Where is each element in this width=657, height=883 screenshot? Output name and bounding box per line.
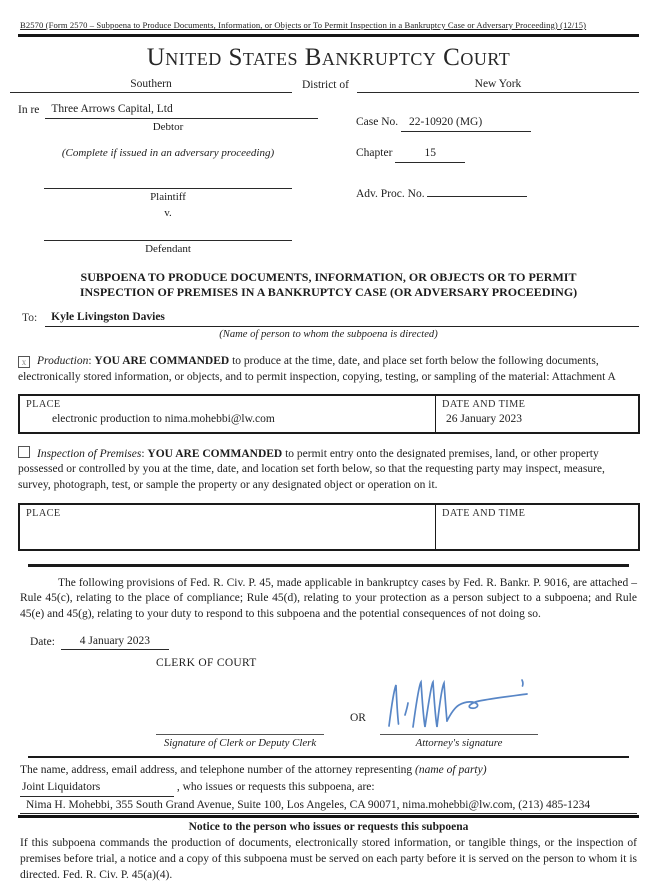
attorney-contact-field[interactable]: Nima H. Mohebbi, 355 South Grand Avenue, Suite 100, Los Angeles, CA 90071, nima.mohebbi@lw.com, (213) 485-1234	[20, 798, 637, 815]
inspection-body: to permit entry onto the designated premises, land, or other property possessed or controlled by you at the time, date, and location set forth below, so that the requesting party may inspect, measure, survey, photograph, test, or sample the property or any designated object or operation on it.	[18, 447, 605, 492]
notice-body: If this subpoena commands the production of documents, electronically stored information, or tangible things, or the inspection of premises before trial, a notice and a copy of this subpoena must be served on each party before it is served on the person to whom it is directed. Fed. R. Civ. P. 45(a)(4).	[20, 837, 637, 881]
debtor-name-field[interactable]: Three Arrows Capital, Ltd	[45, 102, 318, 119]
production-body: to produce at the time, date, and place set forth below the following documents, electronically stored information, or objects, and to permit inspection, copying, testing, or sampling of the material: Attachment A	[18, 354, 616, 383]
attorney-signature-field[interactable]	[380, 722, 538, 735]
place-label: PLACE	[26, 399, 61, 411]
in-re-row	[18, 102, 318, 119]
case-caption-right	[318, 102, 639, 256]
production-place-cell	[19, 395, 436, 433]
form-header	[18, 20, 639, 37]
attorney-info-line2	[20, 780, 637, 797]
adv-proc-row	[356, 187, 639, 203]
production-colon: :	[88, 354, 95, 367]
place-label: PLACE	[26, 507, 61, 519]
attorney-section-divider	[28, 756, 629, 758]
datetime-label: DATE AND TIME	[442, 507, 526, 519]
chapter-field[interactable]: 15	[395, 146, 465, 163]
case-no-label: Case No.	[356, 116, 399, 129]
clerk-of-court-label: CLERK OF COURT	[156, 657, 257, 670]
chapter-row	[356, 146, 639, 163]
defendant-name-field[interactable]	[44, 226, 292, 241]
versus-label: v.	[164, 206, 172, 219]
attorney-info-line2-text: , who issues or requests this subpoena, are:	[176, 781, 375, 794]
production-checkbox-mark: x	[21, 356, 27, 367]
form-header-text: B2570 (Form 2570 – Subpoena to Produce Documents, Information, or Objects or To Permit Inspection in a Bankruptcy Case or Adversary Proceeding) (12/15)	[20, 20, 587, 30]
document-title	[18, 270, 639, 301]
inspection-colon: :	[141, 447, 148, 460]
case-caption	[18, 102, 639, 256]
to-row	[18, 310, 639, 327]
notice-heading: Notice to the person who issues or requests this subpoena	[188, 820, 469, 833]
plaintiff-name-field[interactable]	[44, 174, 292, 189]
inspection-place-cell	[19, 504, 436, 550]
provisions-paragraph: The following provisions of Fed. R. Civ. P. 45, made applicable in bankruptcy cases by Fed. R. Bankr. P. 9016, are attached – Rule 45(c), relating to the place of compliance; Rule 45(d), relating to your protection as a person subject to a subpoena; and Rule 45(e) and 45(g), relating to your duty to respond to this subpoena and the potential consequences of not doing so.	[20, 576, 637, 620]
state-field[interactable]: New York	[357, 77, 639, 94]
production-place-table	[18, 394, 640, 434]
date-row	[30, 634, 639, 651]
production-checkbox[interactable]	[18, 356, 30, 368]
date-label: Date:	[30, 635, 55, 648]
production-command: YOU ARE COMMANDED	[94, 354, 230, 367]
defendant-label: Defendant	[145, 242, 191, 255]
adversary-note: (Complete if issued in an adversary proceeding)	[61, 146, 275, 159]
document-title-line1: SUBPOENA TO PRODUCE DOCUMENTS, INFORMATION, OR OBJECTS OR TO PERMIT	[80, 269, 577, 284]
case-no-field[interactable]: 22-10920 (MG)	[401, 115, 531, 132]
place-value[interactable]: electronic production to nima.mohebbi@lw.com	[52, 413, 275, 426]
adv-proc-field[interactable]	[427, 196, 527, 197]
clerk-signature-caption: Signature of Clerk or Deputy Clerk	[163, 736, 317, 749]
court-title: United States Bankruptcy Court	[146, 43, 511, 71]
date-field[interactable]: 4 January 2023	[61, 634, 169, 651]
inspection-datetime-cell	[436, 504, 640, 550]
document-title-line2: INSPECTION OF PREMISES IN A BANKRUPTCY CASE (OR ADVERSARY PROCEEDING)	[79, 285, 578, 300]
party-field[interactable]: Joint Liquidators	[20, 780, 174, 797]
case-number-row	[356, 115, 639, 132]
adv-proc-label: Adv. Proc. No.	[356, 187, 425, 200]
chapter-label: Chapter	[356, 146, 393, 159]
inspection-paragraph	[18, 446, 639, 494]
clerk-signature-block	[156, 674, 324, 751]
section-divider	[28, 564, 629, 567]
recipient-name-field[interactable]: Kyle Livingston Davies	[45, 310, 639, 327]
plaintiff-label: Plaintiff	[150, 190, 186, 203]
attorney-info-text: The name, address, email address, and telephone number of the attorney representing	[20, 764, 416, 777]
recipient-caption: (Name of person to whom the subpoena is directed)	[219, 328, 438, 340]
attorney-info-line1	[20, 763, 637, 779]
inspection-place-table	[18, 503, 640, 551]
clerk-signature-field[interactable]	[156, 722, 324, 735]
in-re-label: In re	[18, 104, 40, 117]
attorney-signature-caption: Attorney's signature	[415, 736, 503, 749]
district-field[interactable]: Southern	[10, 77, 292, 94]
district-of-label: District of	[302, 78, 349, 91]
notice-divider	[18, 815, 639, 818]
inspection-command: YOU ARE COMMANDED	[147, 447, 283, 460]
attorney-signature-block	[380, 674, 538, 751]
to-label: To:	[22, 311, 38, 324]
datetime-label: DATE AND TIME	[442, 399, 526, 411]
case-caption-left	[18, 102, 318, 256]
inspection-label: Inspection of Premises	[37, 447, 142, 460]
production-datetime-cell	[436, 395, 640, 433]
production-label: Production	[37, 354, 89, 367]
signature-row	[18, 674, 639, 751]
district-row	[18, 77, 639, 94]
name-of-party-note: (name of party)	[415, 764, 487, 777]
or-label: OR	[350, 711, 366, 724]
inspection-checkbox[interactable]	[18, 446, 30, 458]
attorney-info	[18, 763, 639, 814]
datetime-value[interactable]: 26 January 2023	[446, 413, 523, 426]
debtor-label: Debtor	[152, 120, 184, 133]
production-paragraph	[18, 354, 639, 385]
